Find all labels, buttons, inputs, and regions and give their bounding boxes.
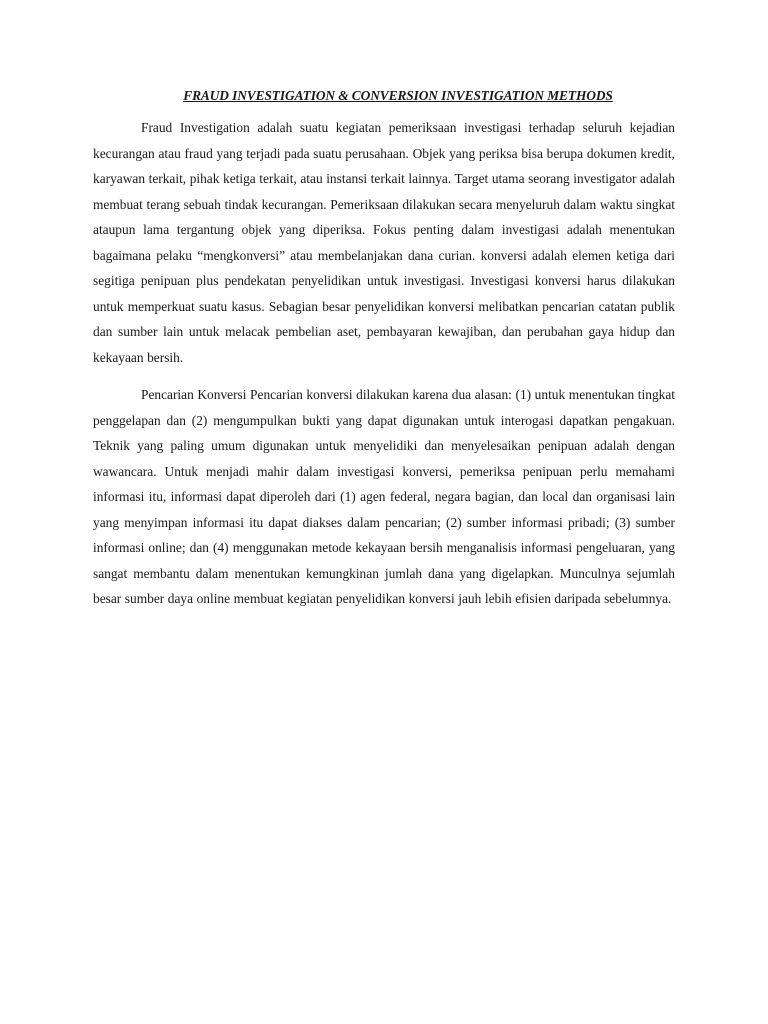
paragraph-fraud-investigation: Fraud Investigation adalah suatu kegiatan pemeriksaan investigasi terhadap seluruh kejadian kecurangan atau fraud yang terjadi pada suatu perusahaan. Objek yang periksa bisa berupa dokumen kredit, karyawan terkait, pihak ketiga terkait, atau instansi terkait lainnya. Target utama seorang investigator adalah membuat terang sebuah tindak kecurangan. Pemeriksaan dilakukan secara menyeluruh dalam waktu singkat ataupun lama tergantung objek yang diperiksa. Fokus penting dalam investigasi adalah menentukan bagaimana pelaku “mengkonversi” atau membelanjakan dana curian. konversi adalah elemen ketiga dari segitiga penipuan plus pendekatan penyelidikan untuk investigasi. Investigasi konversi harus dilakukan untuk memperkuat suatu kasus. Sebagian besar penyelidikan konversi melibatkan pencarian catatan publik dan sumber lain untuk melacak pembelian aset, pembayaran kewajiban, dan perubahan gaya hidup dan kekayaan bersih. — [93, 120, 675, 365]
document-title: FRAUD INVESTIGATION & CONVERSION INVESTIGATION METHODS — [183, 88, 613, 103]
paragraph-conversion-search: Pencarian Konversi Pencarian konversi dilakukan karena dua alasan: (1) untuk menentukan tingkat penggelapan dan (2) mengumpulkan bukti yang dapat digunakan untuk interogasi dapatkan pengakuan. Teknik yang paling umum digunakan untuk menyelidiki dan menyelesaikan penipuan adalah dengan wawancara. Untuk menjadi mahir dalam investigasi konversi, pemeriksa penipuan perlu memahami informasi itu, informasi dapat diperoleh dari (1) agen federal, negara bagian, dan local dan organisasi lain yang menyimpan informasi itu dapat diakses dalam pencarian; (2) sumber informasi pribadi; (3) sumber informasi online; dan (4) menggunakan metode kekayaan bersih menganalisis informasi pengeluaran, yang sangat membantu dalam menentukan kemungkinan jumlah dana yang digelapkan. Munculnya sejumlah besar sumber daya online membuat kegiatan penyelidikan konversi jauh lebih efisien daripada sebelumnya. — [93, 387, 675, 606]
document-body — [93, 86, 675, 624]
